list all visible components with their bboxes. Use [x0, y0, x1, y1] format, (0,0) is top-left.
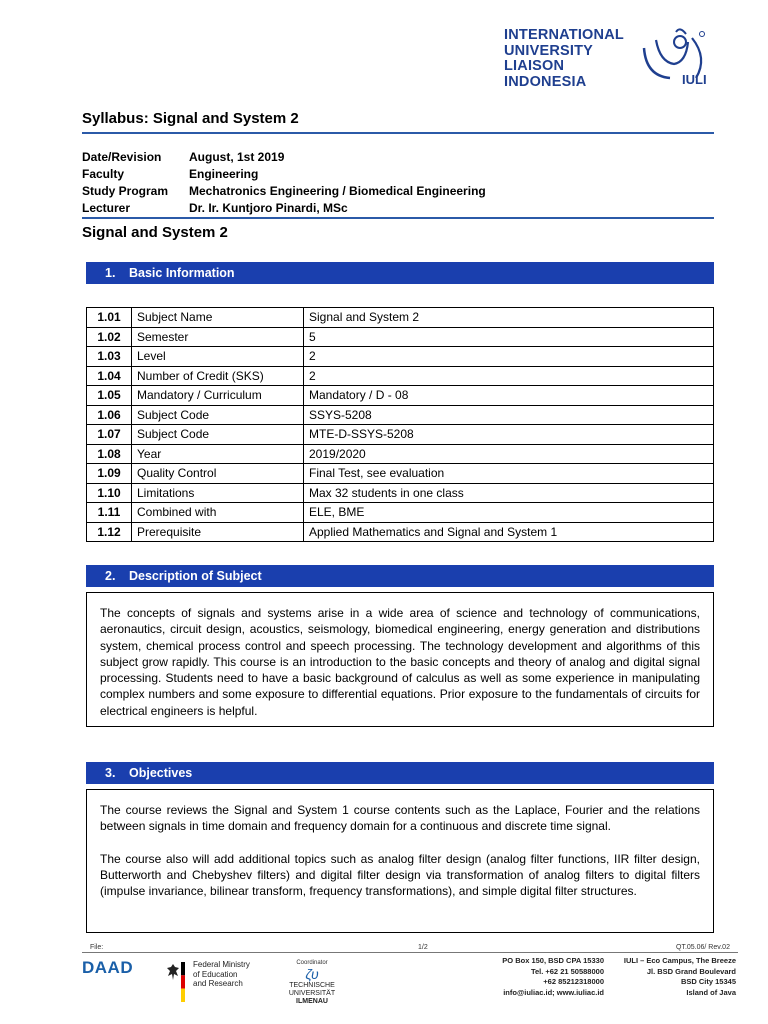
- section-title: Objectives: [129, 766, 193, 780]
- cell-code: 1.04: [87, 366, 132, 386]
- cell-value: 2: [304, 366, 714, 386]
- cell-value: MTE-D-SSYS-5208: [304, 425, 714, 445]
- iuli-logo: [504, 28, 744, 92]
- cell-name: Combined with: [132, 503, 304, 523]
- description-text: The concepts of signals and systems arise in a wide area of science and technology of communications, aeronautics, circuit design, acoustics, seismology, biomedical engineering, energy generation and distributions system, chemical process control and speech processing. The technology development and algorithms of this subject grow rapidly. This course is an introduction to the basic concepts and theory of analog and digital signal processing. Students need to have a basic background of calculus as well as some experience in manipulating complex numbers and some exposure to differential equations. Prior exposure to the fundamentals of circuits for electrical engineers is helpful.: [100, 606, 700, 718]
- section-header-basic-information: [86, 262, 714, 284]
- cell-value: Mandatory / D - 08: [304, 386, 714, 406]
- table-row: [87, 425, 714, 445]
- meta-value: August, 1st 2019: [189, 150, 285, 164]
- table-row: [87, 483, 714, 503]
- cell-value: Final Test, see evaluation: [304, 464, 714, 484]
- cell-value: 2: [304, 347, 714, 367]
- basic-info-table: [86, 307, 714, 542]
- course-title: Signal and System 2: [82, 224, 228, 241]
- coordinator-label: Coordinator: [296, 960, 328, 966]
- coordinator-logo: [272, 960, 352, 1006]
- cell-name: Subject Code: [132, 405, 304, 425]
- daad-logo: DAAD: [82, 958, 134, 977]
- table-row: [87, 366, 714, 386]
- cell-value: Signal and System 2: [304, 308, 714, 328]
- meta-label: Study Program: [82, 184, 169, 198]
- table-row: [87, 405, 714, 425]
- cell-code: 1.02: [87, 327, 132, 347]
- cell-name: Subject Name: [132, 308, 304, 328]
- cell-name: Year: [132, 444, 304, 464]
- cell-value: Max 32 students in one class: [304, 483, 714, 503]
- meta-row: [82, 200, 486, 217]
- cell-code: 1.07: [87, 425, 132, 445]
- cell-name: Semester: [132, 327, 304, 347]
- cell-code: 1.03: [87, 347, 132, 367]
- cell-name: Number of Credit (SKS): [132, 366, 304, 386]
- objectives-paragraph: The course also will add additional topics such as analog filter design (analog filter functions, IIR filter design, Butterworth and Chebyshev filters) and digital filter design via transformation of analog filters to digital filters (impulse invariance, bilinear transform, frequency transformations), and simple digital filter structures.: [100, 851, 700, 899]
- cell-code: 1.12: [87, 522, 132, 542]
- logo-wordmark: INTERNATIONAL UNIVERSITY LIAISON INDONESIA: [504, 27, 624, 90]
- table-row: [87, 386, 714, 406]
- cell-value: ELE, BME: [304, 503, 714, 523]
- cell-code: 1.10: [87, 483, 132, 503]
- table-row: [87, 503, 714, 523]
- section-title: Description of Subject: [129, 569, 262, 583]
- footer-page-number: 1/2: [418, 944, 428, 951]
- page-title: Syllabus: Signal and System 2: [82, 110, 299, 127]
- german-flag-icon: [181, 962, 185, 1002]
- cell-code: 1.01: [87, 308, 132, 328]
- tu-name: TECHNISCHE UNIVERSITÄT: [288, 982, 336, 997]
- eagle-icon: [166, 962, 180, 984]
- cell-name: Mandatory / Curriculum: [132, 386, 304, 406]
- meta-row: [82, 149, 486, 166]
- meta-label: Date/Revision: [82, 150, 162, 164]
- bmbf-logo-text: Federal Ministry of Education and Research: [193, 960, 250, 988]
- logo-abbrev: IULI: [682, 72, 707, 87]
- meta-label: Lecturer: [82, 201, 131, 215]
- meta-value: Engineering: [189, 167, 259, 181]
- section-number: 1.: [105, 266, 116, 280]
- cell-name: Level: [132, 347, 304, 367]
- divider: [82, 217, 714, 219]
- objectives-box: [86, 789, 714, 933]
- cell-value: Applied Mathematics and Signal and System 1: [304, 522, 714, 542]
- cell-code: 1.05: [87, 386, 132, 406]
- address-left: PO Box 150, BSD CPA 15330 Tel. +62 21 50588000 +62 85212318000 info@iuliac.id; www.iuliac.id: [502, 956, 604, 997]
- cell-name: Quality Control: [132, 464, 304, 484]
- cell-value: 2019/2020: [304, 444, 714, 464]
- footer-file-label: File:: [90, 944, 104, 951]
- tu-city: ILMENAU: [296, 998, 328, 1005]
- tu-ilmenau-icon: ζυ: [305, 966, 319, 982]
- cell-code: 1.06: [87, 405, 132, 425]
- section-header-description: [86, 565, 714, 587]
- meta-value: Mechatronics Engineering / Biomedical Engineering: [189, 184, 486, 198]
- table-row: [87, 308, 714, 328]
- cell-name: Subject Code: [132, 425, 304, 445]
- cell-code: 1.09: [87, 464, 132, 484]
- table-row: [87, 327, 714, 347]
- table-row: [87, 464, 714, 484]
- meta-value: Dr. Ir. Kuntjoro Pinardi, MSc: [189, 201, 348, 215]
- footer-form-code: QT.05.06/ Rev.02: [676, 944, 730, 951]
- footer-divider: [82, 952, 738, 953]
- divider: [82, 132, 714, 134]
- description-box: [86, 592, 714, 727]
- meta-block: [82, 149, 486, 217]
- table-row: [87, 444, 714, 464]
- address-right: IULI – Eco Campus, The Breeze Jl. BSD Grand Boulevard BSD City 15345 Island of Java: [623, 956, 736, 997]
- cell-name: Prerequisite: [132, 522, 304, 542]
- meta-row: [82, 183, 486, 200]
- cell-code: 1.08: [87, 444, 132, 464]
- cell-value: SSYS-5208: [304, 405, 714, 425]
- section-title: Basic Information: [129, 266, 235, 280]
- section-number: 2.: [105, 569, 116, 583]
- objectives-paragraph: The course reviews the Signal and System 1 course contents such as the Laplace, Fourier and the relations between signals in time domain and frequency domain for a continuous and discrete time signal.: [100, 803, 700, 834]
- meta-label: Faculty: [82, 167, 125, 181]
- section-header-objectives: [86, 762, 714, 784]
- section-number: 3.: [105, 766, 116, 780]
- table-row: [87, 522, 714, 542]
- table-row: [87, 347, 714, 367]
- cell-code: 1.11: [87, 503, 132, 523]
- cell-value: 5: [304, 327, 714, 347]
- meta-row: [82, 166, 486, 183]
- cell-name: Limitations: [132, 483, 304, 503]
